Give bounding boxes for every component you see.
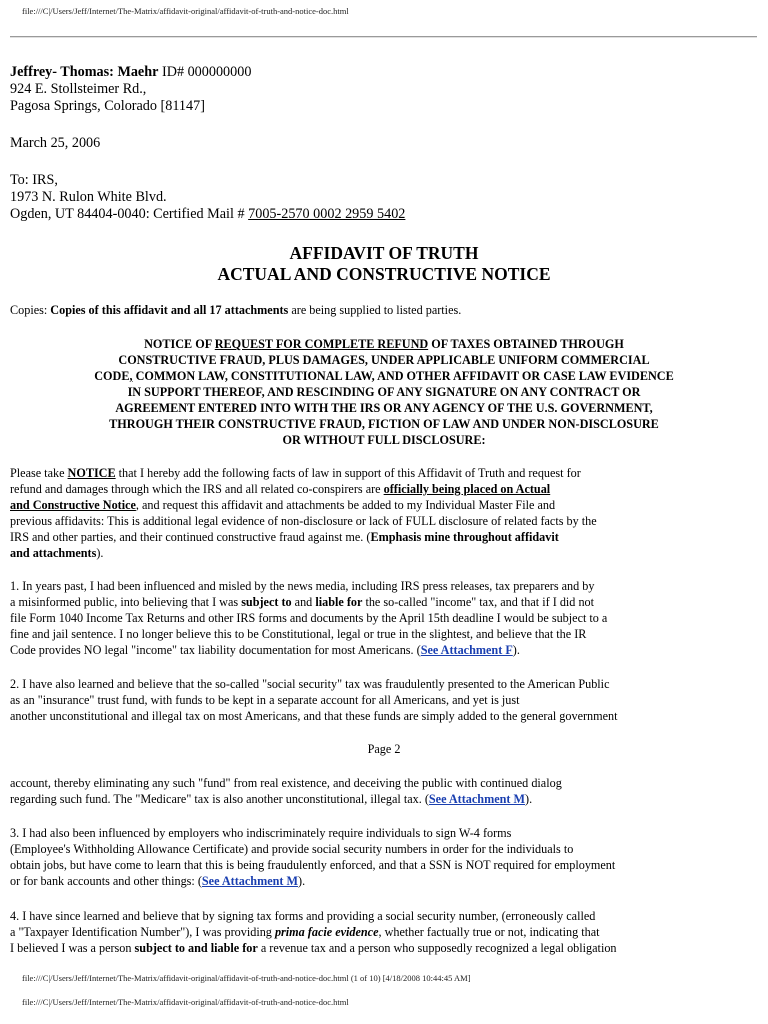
notice-line-6: THROUGH THEIR CONSTRUCTIVE FRAUD, FICTION OF LAW AND UNDER NON-DISCLOSURE bbox=[109, 417, 659, 431]
sender-street: 924 E. Stollsteimer Rd., bbox=[10, 81, 147, 97]
copies-rest: are being supplied to listed parties. bbox=[288, 303, 462, 317]
sender-id: ID# 000000000 bbox=[158, 64, 252, 80]
attachment-m-link-2[interactable]: See Attachment M bbox=[201, 874, 299, 888]
intro-emphasis: Emphasis mine throughout affidavit bbox=[370, 530, 559, 544]
footer-url-page: file:///C|/Users/Jeff/Internet/The-Matrix/affidavit-original/affidavit-of-truth-and-notice-doc.html (1 of 10) [4/18/2008 10:44:45 AM] bbox=[22, 973, 471, 983]
sender-name: Jeffrey- Thomas: Maehr bbox=[10, 64, 159, 80]
p1-l5-a: Code provides NO legal "income" tax liability documentation for most Americans. ( bbox=[10, 643, 421, 657]
intro-line-6 bbox=[10, 545, 758, 561]
notice-l1-b: OF TAXES OBTAINED THROUGH bbox=[428, 337, 624, 351]
p3-l4-b: ). bbox=[298, 874, 306, 888]
p4-l2-a: a "Taxpayer Identification Number"), I was providing bbox=[10, 925, 275, 939]
p1-line-3: file Form 1040 Income Tax Returns and other IRS forms and documents by the April 15th deadline I would be subject to a bbox=[10, 611, 608, 625]
intro-line-3 bbox=[10, 497, 758, 513]
p1-line-5 bbox=[10, 642, 758, 658]
intro-notice-word: NOTICE bbox=[67, 466, 116, 480]
notice-line-3 bbox=[0, 368, 768, 384]
attachment-m-link[interactable]: See Attachment M bbox=[428, 792, 526, 806]
p2b-l2-a: regarding such fund. The "Medicare" tax is also another unconstitutional, illegal tax. ( bbox=[10, 792, 429, 806]
p1-l2-a: a misinformed public, into believing that I was bbox=[10, 595, 242, 609]
p1-l5-b: ). bbox=[512, 643, 520, 657]
intro-l3-b: , and request this affidavit and attachments be added to my Individual Master File and bbox=[135, 498, 556, 512]
page-number: Page 2 bbox=[367, 742, 401, 756]
p4-line-3 bbox=[10, 940, 758, 956]
notice-l1-a: NOTICE OF bbox=[144, 337, 215, 351]
p2-line-3: another unconstitutional and illegal tax on most Americans, and that these funds are simply added to the general government bbox=[10, 709, 618, 723]
affidavit-subtitle: ACTUAL AND CONSTRUCTIVE NOTICE bbox=[217, 264, 551, 284]
p3-line-4 bbox=[10, 873, 758, 889]
p1-l2-c: and bbox=[291, 595, 316, 609]
p4-l2-c: , whether factually true or not, indicating that bbox=[378, 925, 600, 939]
intro-attachments: and attachments bbox=[10, 546, 97, 560]
letter-date: March 25, 2006 bbox=[10, 135, 101, 151]
intro-l1-c: that I hereby add the following facts of law in support of this Affidavit of Truth and request for bbox=[115, 466, 581, 480]
footer-url: file:///C|/Users/Jeff/Internet/The-Matrix/affidavit-original/affidavit-of-truth-and-notice-doc.html bbox=[22, 997, 349, 1007]
p4-prima-facie: prima facie evidence bbox=[274, 925, 379, 939]
intro-line-5 bbox=[10, 529, 758, 545]
p2b-line-2 bbox=[10, 791, 758, 807]
p3-l4-a: or for bank accounts and other things: ( bbox=[10, 874, 202, 888]
intro-l5-a: IRS and other parties, and their continued constructive fraud against me. ( bbox=[10, 530, 371, 544]
intro-l2-a: refund and damages through which the IRS and all related co-conspirers are bbox=[10, 482, 384, 496]
intro-line-4: previous affidavits: This is additional legal evidence of non-disclosure or lack of FULL disclosure of related facts by the bbox=[10, 514, 597, 528]
intro-constructive-notice: and Constructive Notice bbox=[10, 498, 136, 512]
recipient-to: To: IRS, bbox=[10, 172, 58, 188]
p1-subject-to: subject to bbox=[241, 595, 292, 609]
intro-officially-placed: officially being placed on Actual bbox=[383, 482, 551, 496]
intro-l6-b: ). bbox=[96, 546, 104, 560]
p1-liable-for: liable for bbox=[315, 595, 363, 609]
p2-line-2: as an "insurance" trust fund, with funds to be kept in a separate account for all Americans, and yet is just bbox=[10, 693, 520, 707]
notice-line-4: IN SUPPORT THEREOF, AND RESCINDING OF ANY SIGNATURE ON ANY CONTRACT OR bbox=[127, 385, 641, 399]
intro-line-1 bbox=[10, 465, 758, 481]
notice-line-5: AGREEMENT ENTERED INTO WITH THE IRS OR ANY AGENCY OF THE U.S. GOVERNMENT, bbox=[115, 401, 653, 415]
p4-l3-c: a revenue tax and a person who supposedly recognized a legal obligation bbox=[257, 941, 617, 955]
intro-l1-a: Please take bbox=[10, 466, 68, 480]
header-divider bbox=[10, 36, 757, 38]
p4-line-1: 4. I have since learned and believe that by signing tax forms and providing a social security number, (erroneously called bbox=[10, 909, 596, 923]
recipient-city-text: Ogden, UT 84404-0040: Certified Mail # bbox=[10, 206, 249, 222]
intro-line-2 bbox=[10, 481, 758, 497]
p4-line-2 bbox=[10, 924, 758, 940]
p3-line-1: 3. I had also been influenced by employers who indiscriminately require individuals to sign W-4 forms bbox=[10, 826, 512, 840]
p2b-line-1: account, thereby eliminating any such "fund" from real existence, and deceiving the public with continued dialog bbox=[10, 776, 562, 790]
recipient-city bbox=[10, 206, 405, 224]
p2b-l2-b: ). bbox=[525, 792, 533, 806]
p1-line-1: 1. In years past, I had been influenced and misled by the news media, including IRS press releases, tax preparers and by bbox=[10, 579, 595, 593]
copies-label: Copies: bbox=[10, 303, 51, 317]
notice-refund-request: REQUEST FOR COMPLETE REFUND bbox=[214, 337, 429, 351]
notice-line-1 bbox=[0, 336, 768, 352]
p1-line-2 bbox=[10, 594, 758, 610]
notice-l3-b: COMMON LAW, CONSTITUTIONAL LAW, AND OTHER AFFIDAVIT OR CASE LAW EVIDENCE bbox=[132, 369, 674, 383]
recipient-street: 1973 N. Rulon White Blvd. bbox=[10, 189, 167, 205]
p4-l3-a: I believed I was a person bbox=[10, 941, 135, 955]
p4-subject-liable: subject to and liable for bbox=[134, 941, 258, 955]
notice-l3-comma: , bbox=[129, 369, 133, 383]
affidavit-title: AFFIDAVIT OF TRUTH bbox=[289, 243, 479, 263]
sender-line-1 bbox=[10, 64, 251, 82]
attachment-f-link[interactable]: See Attachment F bbox=[420, 643, 513, 657]
header-url: file:///C|/Users/Jeff/Internet/The-Matrix/affidavit-original/affidavit-of-truth-and-notice-doc.html bbox=[22, 6, 349, 16]
copies-line bbox=[10, 302, 758, 318]
certified-mail-number: 7005-2570 0002 2959 5402 bbox=[248, 206, 406, 222]
notice-l3-a: CODE bbox=[94, 369, 130, 383]
notice-line-2: CONSTRUCTIVE FRAUD, PLUS DAMAGES, UNDER APPLICABLE UNIFORM COMMERCIAL bbox=[118, 353, 650, 367]
p1-line-4: fine and jail sentence. I no longer believe this to be Constitutional, legal or true in the slightest, and believe that the IR bbox=[10, 627, 587, 641]
sender-city: Pagosa Springs, Colorado [81147] bbox=[10, 98, 205, 114]
p3-line-2: (Employee's Withholding Allowance Certificate) and provide social security numbers in order for the individuals to bbox=[10, 842, 574, 856]
p3-line-3: obtain jobs, but have come to learn that this is being fraudulently enforced, and that a SSN is NOT required for employment bbox=[10, 858, 616, 872]
p2-line-1: 2. I have also learned and believe that the so-called "social security" tax was fraudulently presented to the American Public bbox=[10, 677, 610, 691]
notice-line-7: OR WITHOUT FULL DISCLOSURE: bbox=[282, 433, 486, 447]
p1-l2-e: the so-called "income" tax, and that if I did not bbox=[362, 595, 595, 609]
copies-bold: Copies of this affidavit and all 17 attachments bbox=[50, 303, 289, 317]
